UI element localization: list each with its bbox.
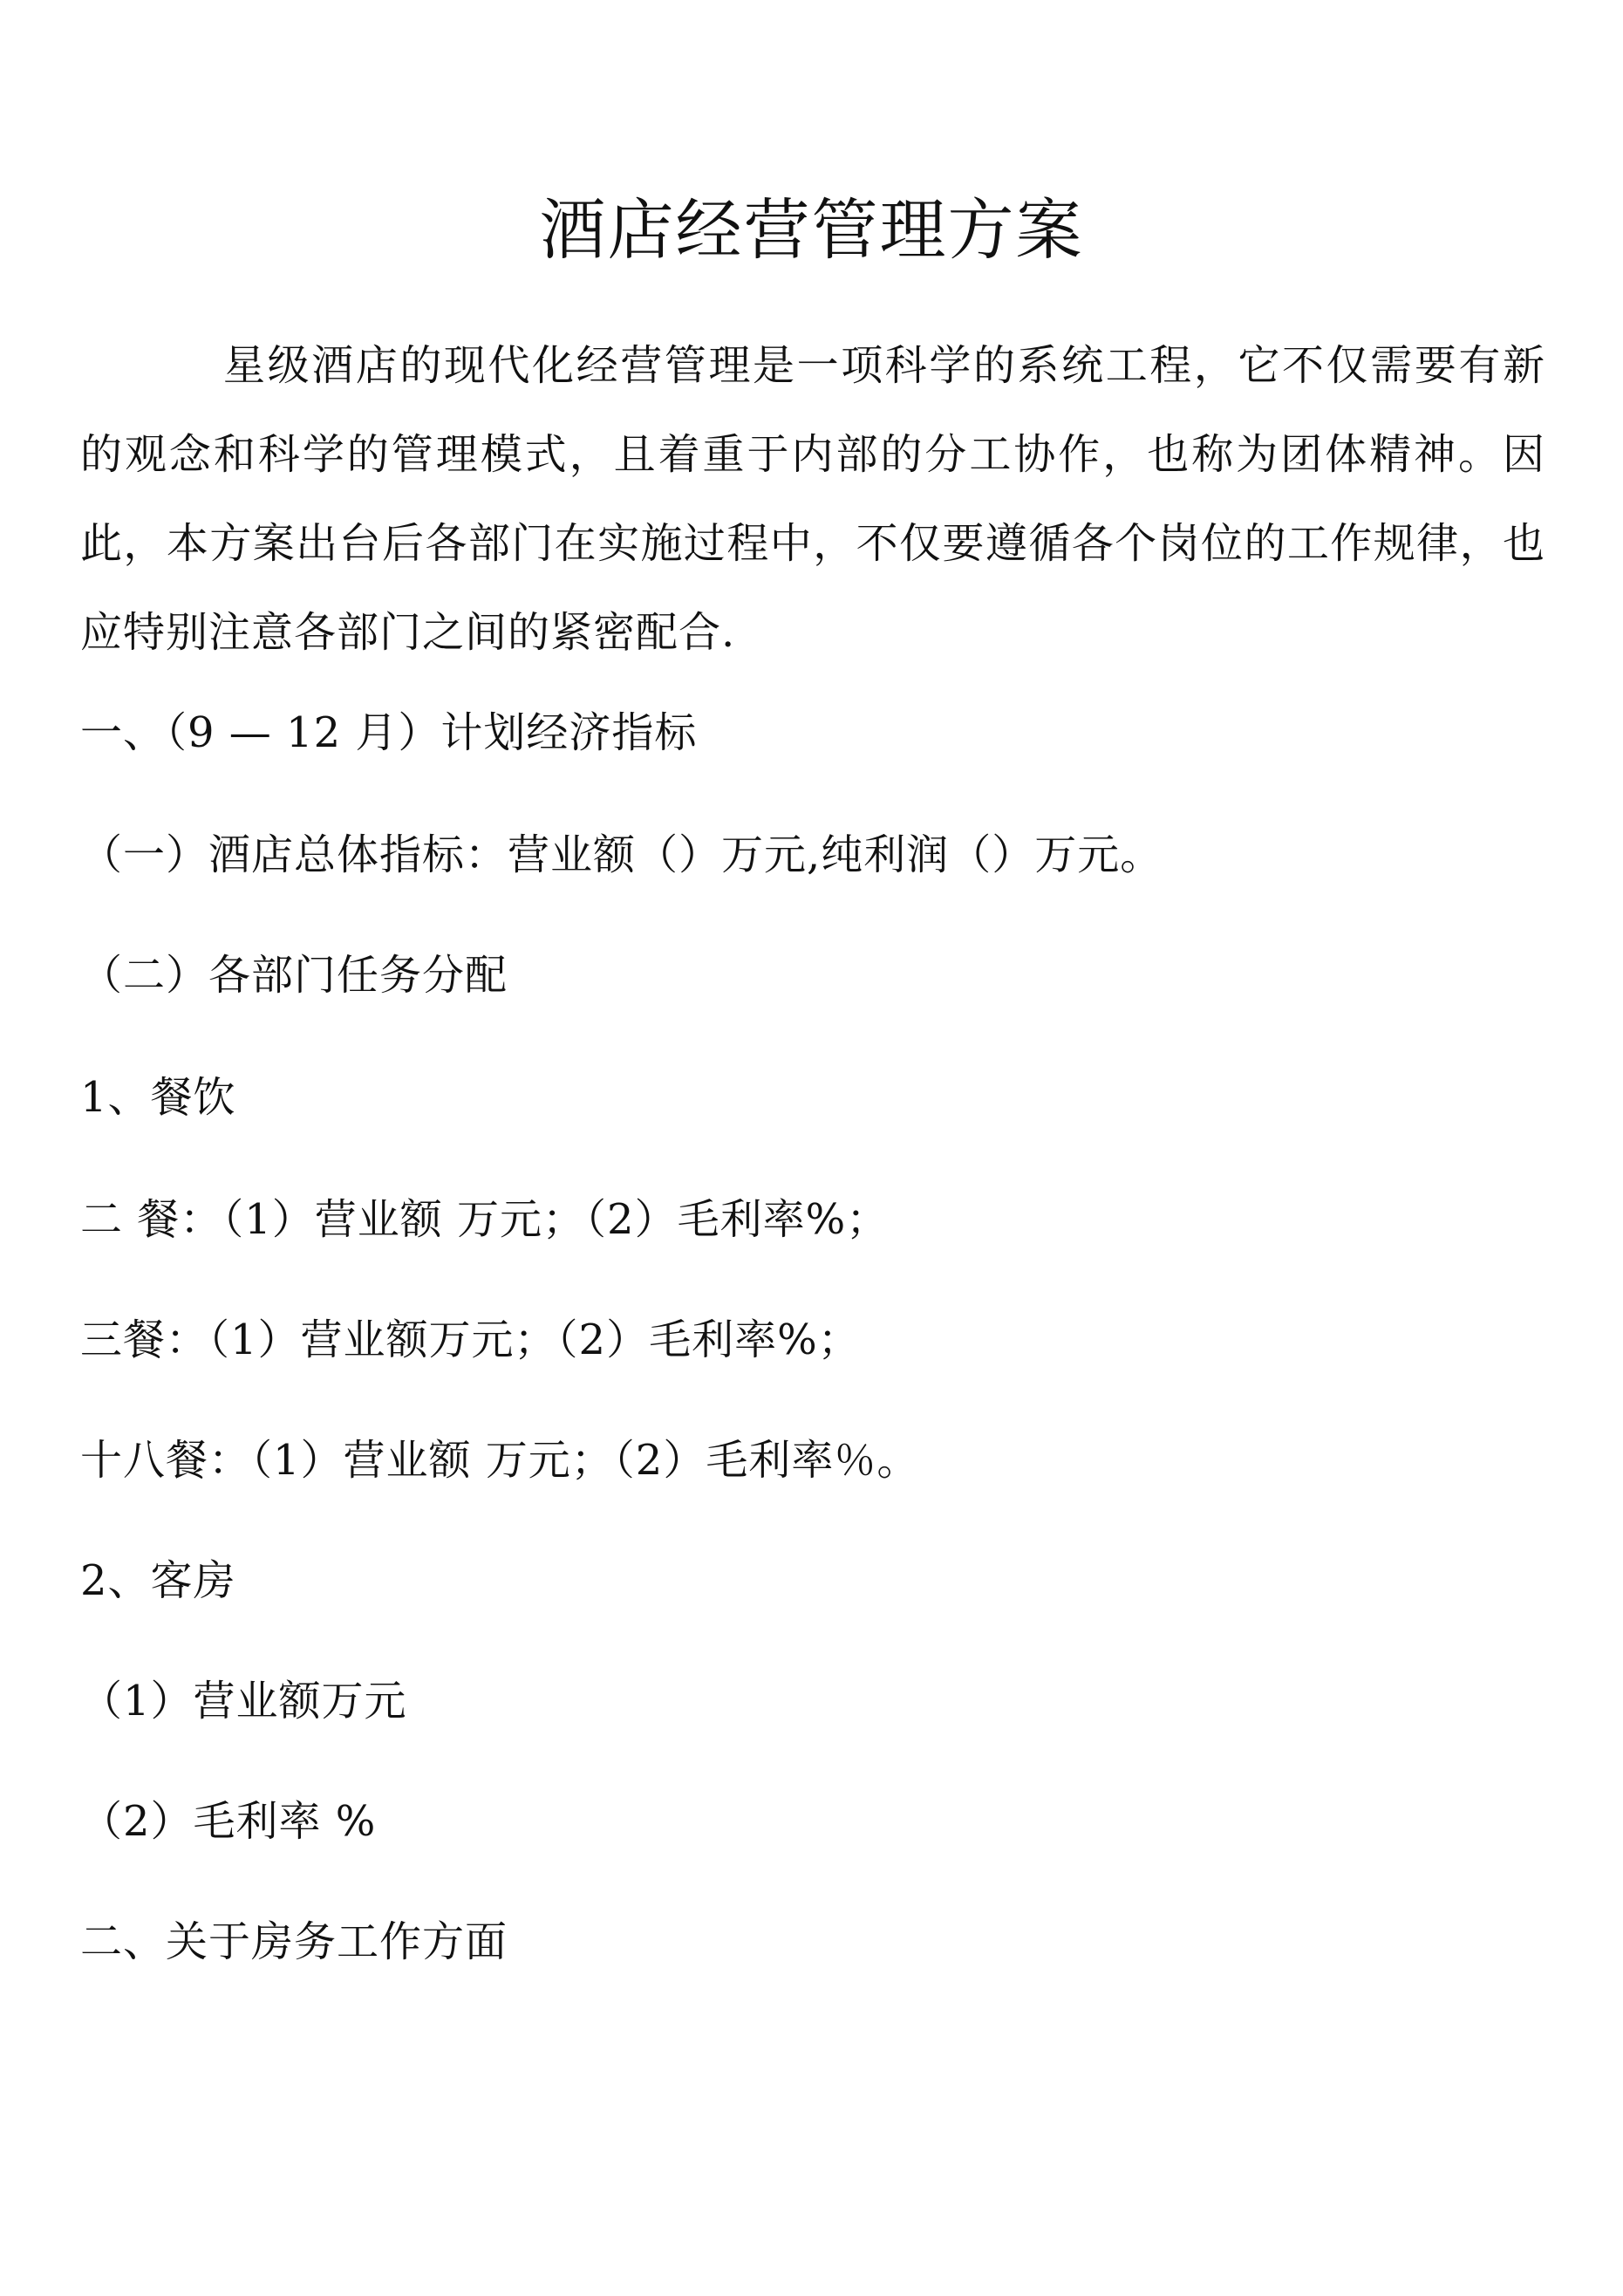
intro-paragraph: 星级酒店的现代化经营管理是一项科学的系统工程，它不仅需要有新的观念和科学的管理模式，且着重于内部的分工协作，也称为团体精神。因此，本方案出台后各部门在实施过程中，不仅要遵循各个岗位的工作规律，也应特别注意各部门之间的紧密配合. [80, 341, 1545, 657]
overall-targets-line: （一）酒店总体指标：营业额（）万元,纯利润（）万元。 [80, 830, 1163, 879]
catering-heading: 1、餐饮 [80, 1073, 236, 1122]
document-title: 酒店经营管理方案 [539, 191, 1084, 269]
rooms-item-1: （1）营业额万元 [80, 1677, 407, 1725]
rooms-heading: 2、客房 [80, 1556, 236, 1605]
department-tasks-line: （二）各部门任务分配 [80, 951, 508, 1000]
catering-item-3: 十八餐：（1）营业额 万元；（2）毛利率％。 [80, 1436, 920, 1485]
rooms-item-2: （2）毛利率 % [80, 1797, 377, 1846]
catering-item-2: 三餐：（1）营业额万元；（2）毛利率%； [80, 1315, 861, 1364]
section-heading-economic-targets: 一、（9 — 12 月）计划经济指标 [80, 708, 698, 757]
section-heading-housekeeping: 二、关于房务工作方面 [80, 1917, 508, 1966]
catering-item-1: 二 餐：（1）营业额 万元；（2）毛利率%； [80, 1195, 890, 1244]
